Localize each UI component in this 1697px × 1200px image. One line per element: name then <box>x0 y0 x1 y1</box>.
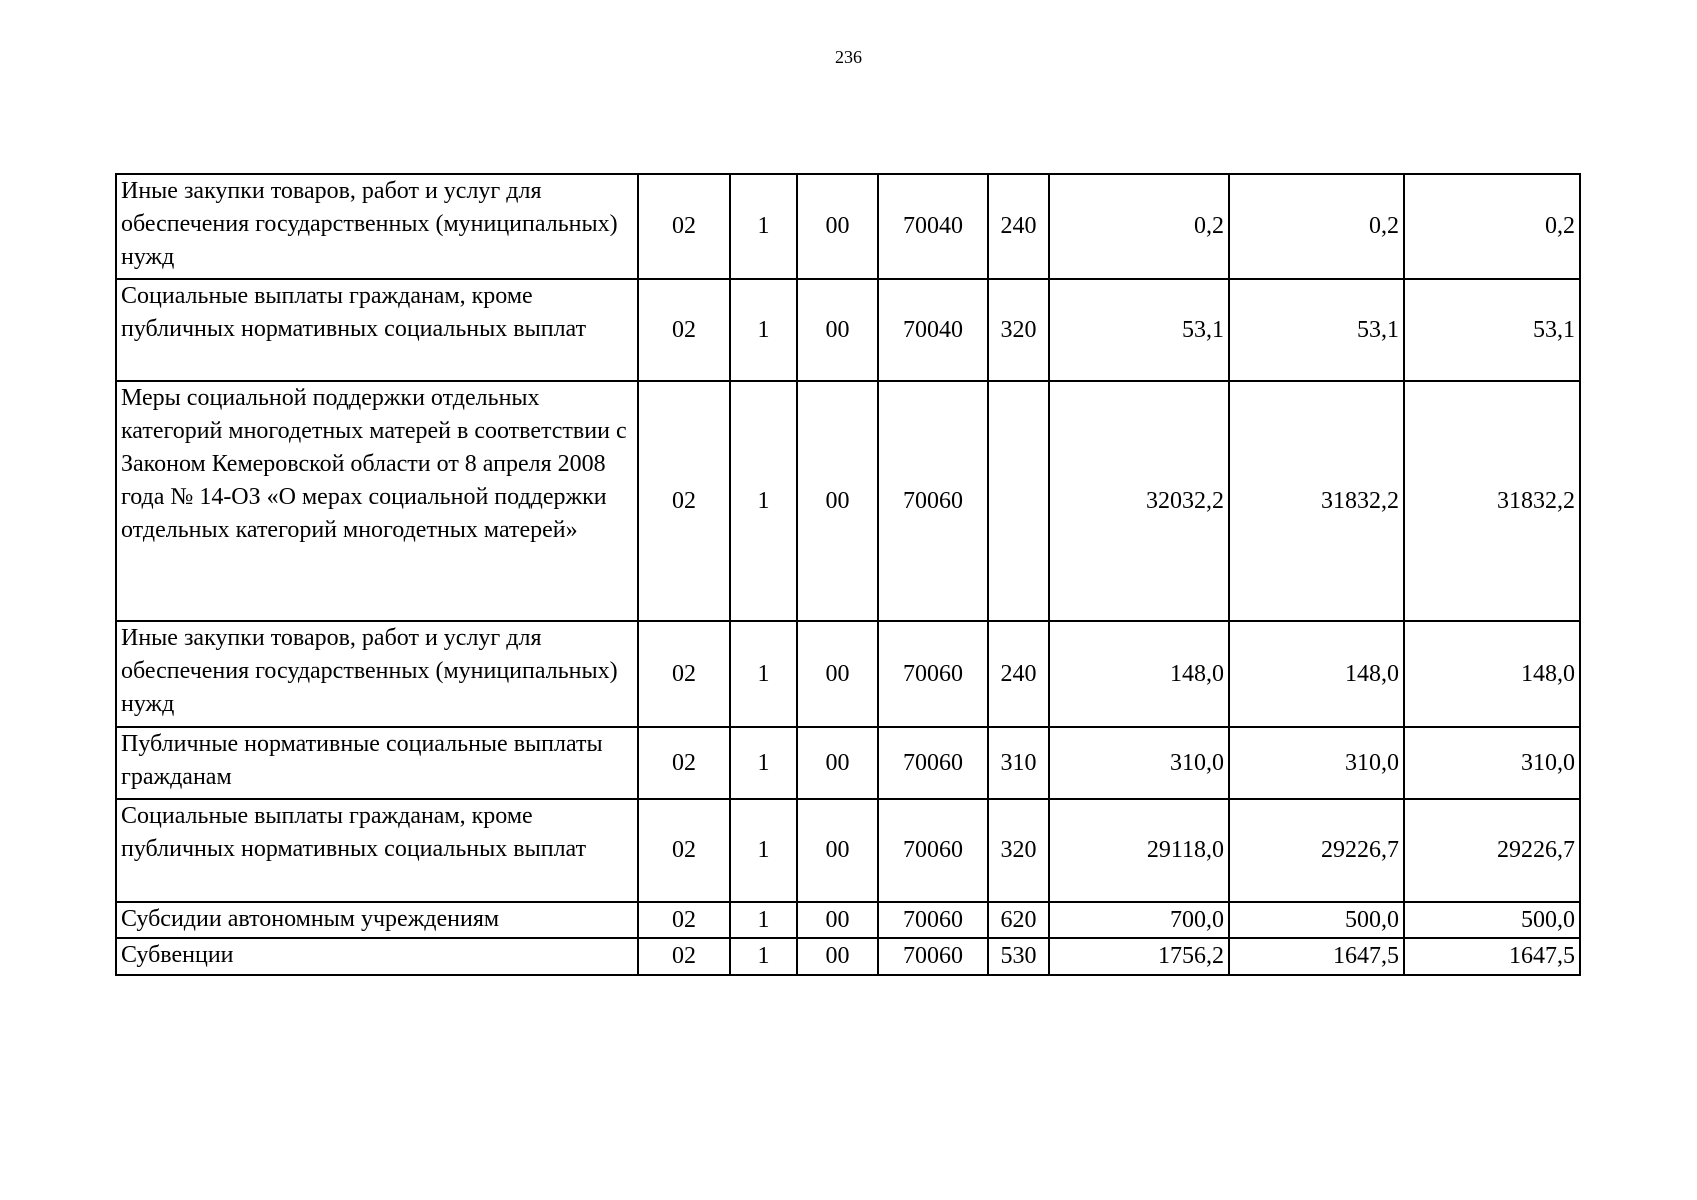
amount-1: 53,1 <box>1049 279 1229 381</box>
amount-1: 1756,2 <box>1049 938 1229 975</box>
amount-1: 700,0 <box>1049 902 1229 938</box>
amount-3: 31832,2 <box>1404 381 1580 621</box>
amount-1: 310,0 <box>1049 727 1229 799</box>
table-row <box>116 279 1580 381</box>
section-code: 02 <box>638 799 730 902</box>
amount-2: 0,2 <box>1229 174 1404 279</box>
amount-2: 53,1 <box>1229 279 1404 381</box>
amount-3: 0,2 <box>1404 174 1580 279</box>
row-name: Социальные выплаты гражданам, кроме публичных нормативных социальных выплат <box>116 279 638 381</box>
subprogram-code: 00 <box>797 174 878 279</box>
amount-3: 500,0 <box>1404 902 1580 938</box>
expense-type-code: 320 <box>988 799 1049 902</box>
expense-type-code <box>988 381 1049 621</box>
direction-code: 70040 <box>878 279 988 381</box>
program-code: 1 <box>730 279 797 381</box>
subprogram-code: 00 <box>797 902 878 938</box>
section-code: 02 <box>638 938 730 975</box>
amount-3: 310,0 <box>1404 727 1580 799</box>
amount-2: 148,0 <box>1229 621 1404 727</box>
subprogram-code: 00 <box>797 727 878 799</box>
program-code: 1 <box>730 174 797 279</box>
row-name: Иные закупки товаров, работ и услуг для обеспечения государственных (муниципальных) нужд <box>116 621 638 727</box>
direction-code: 70060 <box>878 621 988 727</box>
program-code: 1 <box>730 938 797 975</box>
expense-type-code: 240 <box>988 621 1049 727</box>
expense-type-code: 530 <box>988 938 1049 975</box>
amount-1: 29118,0 <box>1049 799 1229 902</box>
row-name: Субсидии автономным учреждениям <box>116 902 638 938</box>
expense-type-code: 240 <box>988 174 1049 279</box>
amount-3: 148,0 <box>1404 621 1580 727</box>
section-code: 02 <box>638 174 730 279</box>
amount-3: 29226,7 <box>1404 799 1580 902</box>
row-name: Меры социальной поддержки отдельных категорий многодетных матерей в соответствии с Законом Кемеровской области от 8 апреля 2008 года № 14-ОЗ «О мерах социальной поддержки отдельных категорий многодетных матерей» <box>116 381 638 621</box>
subprogram-code: 00 <box>797 799 878 902</box>
amount-1: 32032,2 <box>1049 381 1229 621</box>
expense-type-code: 310 <box>988 727 1049 799</box>
direction-code: 70060 <box>878 938 988 975</box>
expense-type-code: 320 <box>988 279 1049 381</box>
row-name: Субвенции <box>116 938 638 975</box>
direction-code: 70060 <box>878 727 988 799</box>
section-code: 02 <box>638 381 730 621</box>
table-row <box>116 381 1580 621</box>
amount-1: 0,2 <box>1049 174 1229 279</box>
program-code: 1 <box>730 621 797 727</box>
row-name: Публичные нормативные социальные выплаты гражданам <box>116 727 638 799</box>
direction-code: 70060 <box>878 902 988 938</box>
amount-2: 500,0 <box>1229 902 1404 938</box>
subprogram-code: 00 <box>797 938 878 975</box>
row-name: Социальные выплаты гражданам, кроме публичных нормативных социальных выплат <box>116 799 638 902</box>
amount-2: 310,0 <box>1229 727 1404 799</box>
amount-2: 1647,5 <box>1229 938 1404 975</box>
subprogram-code: 00 <box>797 621 878 727</box>
amount-2: 29226,7 <box>1229 799 1404 902</box>
table-row <box>116 174 1580 279</box>
direction-code: 70040 <box>878 174 988 279</box>
direction-code: 70060 <box>878 381 988 621</box>
table-row <box>116 938 1580 975</box>
table-row <box>116 621 1580 727</box>
amount-2: 31832,2 <box>1229 381 1404 621</box>
section-code: 02 <box>638 727 730 799</box>
section-code: 02 <box>638 279 730 381</box>
table-row <box>116 727 1580 799</box>
section-code: 02 <box>638 902 730 938</box>
program-code: 1 <box>730 381 797 621</box>
expense-type-code: 620 <box>988 902 1049 938</box>
budget-table <box>115 173 1581 976</box>
program-code: 1 <box>730 727 797 799</box>
program-code: 1 <box>730 902 797 938</box>
section-code: 02 <box>638 621 730 727</box>
table-row <box>116 799 1580 902</box>
page-number: 236 <box>835 47 862 67</box>
row-name: Иные закупки товаров, работ и услуг для обеспечения государственных (муниципальных) нужд <box>116 174 638 279</box>
subprogram-code: 00 <box>797 381 878 621</box>
program-code: 1 <box>730 799 797 902</box>
direction-code: 70060 <box>878 799 988 902</box>
table-row <box>116 902 1580 938</box>
subprogram-code: 00 <box>797 279 878 381</box>
amount-3: 1647,5 <box>1404 938 1580 975</box>
amount-1: 148,0 <box>1049 621 1229 727</box>
amount-3: 53,1 <box>1404 279 1580 381</box>
